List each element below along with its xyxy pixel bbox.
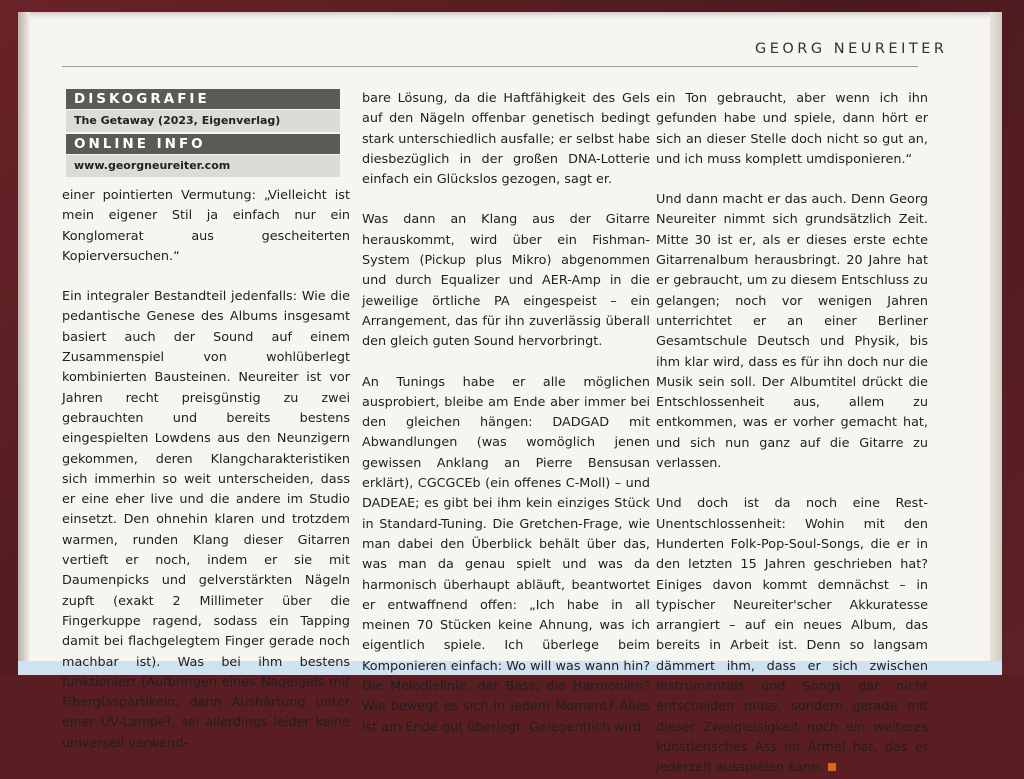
paragraph: Was dann an Klang aus der Gitarre herauskommt, wird über ein Fishman-System (Pickup plus Mikro) abgenommen und durch Equalizer und AER-Amp in die jeweilige örtliche PA eingespeist – ein Arrangement, das für ihn zuverlässig überall den gleich guten Sound hervorbringt. bbox=[362, 212, 650, 350]
paragraph bbox=[656, 494, 928, 778]
paragraph: einer pointierten Vermutung: „Vielleicht ist mein eigener Stil ja einfach nur ein Konglomerat aus gescheiterten Kopierversuchen.“ bbox=[62, 188, 350, 264]
paragraph: Und dann macht er das auch. Denn Georg Neureiter nimmt sich grundsätzlich Zeit. Mitte 30 ist er, als er dieses erste echte Gitarrenalbum herausbringt. 20 Jahre hat er gebraucht, um zu diesem Entschluss zu gelangen; noch vor wenigen Jahren unterrichtet er an einer Berliner Gesamtschule Deutsch und Physik, bis ihm klar wird, dass es für ihn doch nur die Musik sein soll. Der Albumtitel drückt die Entschlossenheit aus, allem zu entkommen, was er vorher gemacht hat, und sich nun ganz auf die Gitarre zu verlassen. bbox=[656, 192, 928, 472]
online-info-heading: ONLINE INFO bbox=[66, 134, 340, 154]
paragraph: bare Lösung, da die Haftfähigkeit des Gels auf den Nägeln offenbar genetisch bedingt stark unterschiedlich ausfalle; er selbst habe diesbezüglich in der großen DNA-Lotterie einfach ein Glückslos gezogen, sagt er. bbox=[362, 91, 650, 188]
page-edge bbox=[990, 12, 1002, 675]
running-head: GEORG NEUREITER bbox=[755, 41, 948, 57]
column-2 bbox=[362, 89, 650, 738]
paragraph: ein Ton gebraucht, aber wenn ich ihn gefunden habe und spiele, dann hört er sich an dieser Stelle doch nicht so gut an, und ich muss komplett umdisponieren.“ bbox=[656, 91, 928, 167]
paragraph-text: Und doch ist da noch eine Rest-Unentschlossenheit: Wohin mit den Hunderten Folk-Pop-Soul-Songs, die er in den letzten 15 Jahren geschrieben hat? Einiges davon kommt demnächst – in typischer Neureiter'scher Akkuratesse arrangiert – auf ein neues Album, das bereits in Arbeit ist. Denn so langsam dämmert ihm, dass er sich zwischen Instrumentals und Songs gar nicht entscheiden muss, sondern gerade mit dieser Zweigleisigkeit noch ein weiteres künstlerisches Ass im Ärmel hat, das er jederzeit ausspielen kann. bbox=[656, 496, 928, 776]
discography-heading: DISKOGRAFIE bbox=[66, 89, 340, 109]
paragraph: An Tunings habe er alle möglichen ausprobiert, bleibe am Ende aber immer bei den gleichen hängen: DADGAD mit Abwandlungen (was womöglich jenen gewissen Anklang an Pierre Bensusan erklärt), CGCGCEb (ein offenes C-Moll) – und DADEAE; es gibt bei ihm kein einziges Stück in Standard-Tuning. Die Gretchen-Frage, wie man dabei den Überblick behält über das, was man da genau spielt und was da harmonisch überhaupt abläuft, beantwortet er entwaffnend offen: „Ich habe in all meinen 70 Stücken keine Ahnung, was ich eigentlich spiele. Ich überlege beim Komponieren einfach: Wo will was wann hin? Die Melodielinie, der Bass, die Harmonien? Wie bewegt es sich in jedem Moment? Alles ist am Ende gut überlegt. Gelegentlich wird bbox=[362, 374, 650, 735]
column-1 bbox=[62, 186, 350, 754]
online-info-url: www.georgneureiter.com bbox=[66, 155, 340, 177]
page-gutter bbox=[18, 12, 30, 675]
header-rule bbox=[62, 66, 918, 67]
paragraph: Ein integraler Bestandteil jedenfalls: Wie die pedantische Genese des Albums insgesamt basiert auch der Sound auf einem Zusammenspiel von wohlüberlegt kombinierten Bausteinen. Neureiter ist vor Jahren recht preisgünstig zu zwei gebrauchten und bereits bestens eingespielten Lowdens aus den Neunzigern gekommen, deren Klangcharakteristiken sich immerhin so weit unterscheiden, dass er eine eher live und die andere im Studio einsetzt. Den ohnehin klaren und trotzdem warmen, runden Klang dieser Gitarren vertieft er noch, indem er sie mit Daumenpicks und gelverstärkten Nägeln zupft (exakt 2 Millimeter über die Fingerkuppe ragend, sodass ein Tapping damit bei flachgelegtem Finger gerade noch machbar ist). Was bei ihm bestens funktioniert (Aufbringen eines Nagelgels mit Fiberglaspartikeln, dann Aushärtung unter einer UV-Lampe), sei allerdings leider keine universell verwend- bbox=[62, 289, 350, 751]
end-of-article-mark bbox=[828, 763, 836, 771]
discography-item: The Getaway (2023, Eigenverlag) bbox=[66, 110, 340, 132]
column-3 bbox=[656, 89, 928, 779]
